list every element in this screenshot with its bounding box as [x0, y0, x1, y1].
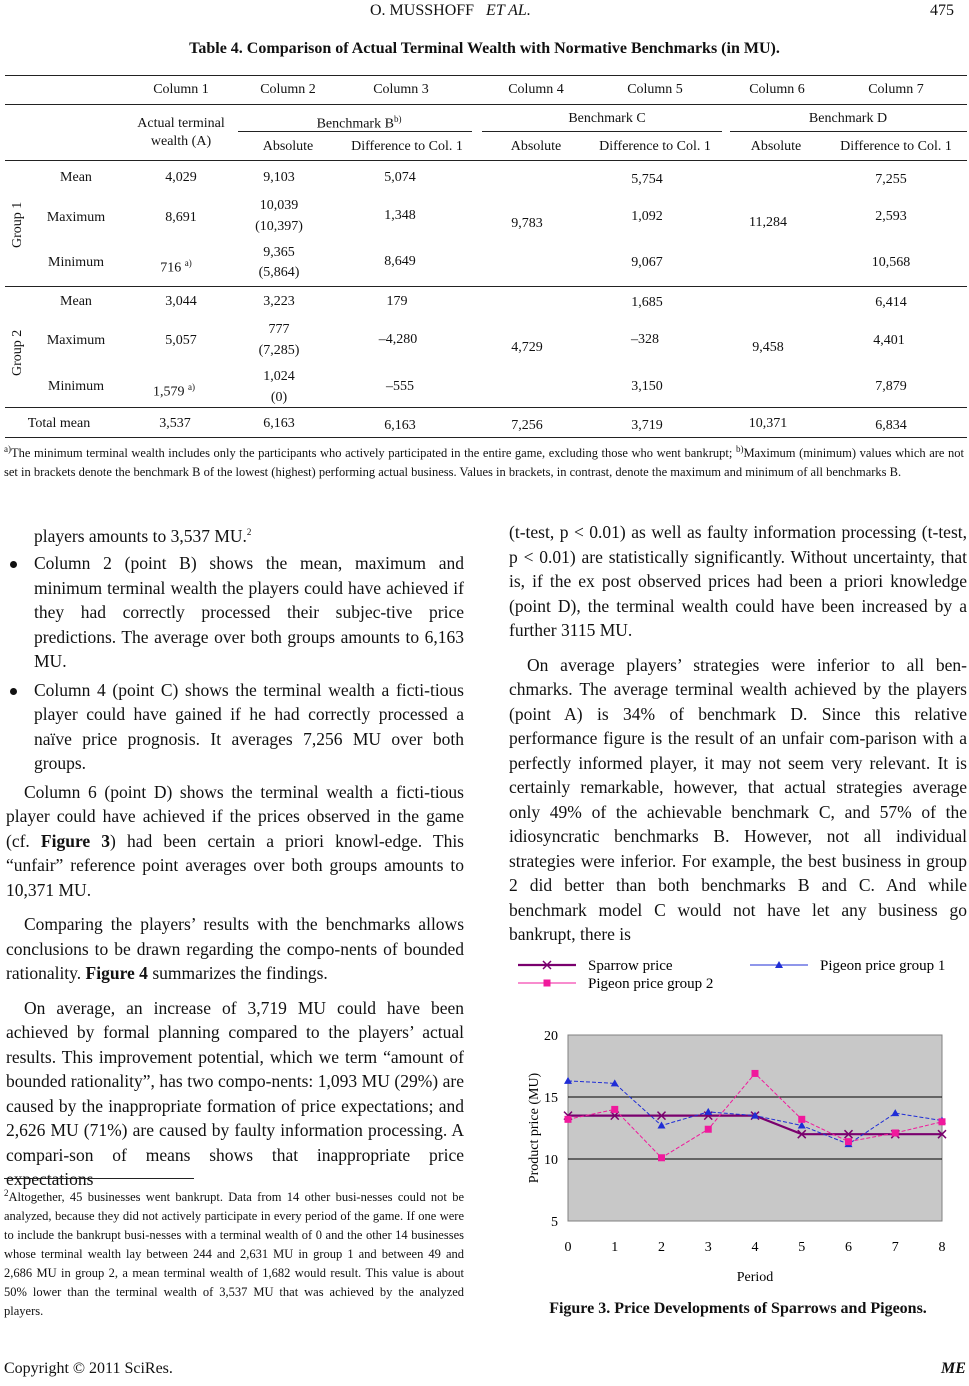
g1-max-c5: 1,092 [631, 209, 663, 224]
col-header-2: Column 2 [260, 82, 316, 97]
g2-mean-c7: 6,414 [875, 295, 907, 310]
data-point [752, 1070, 759, 1077]
group-2-label: Group 2 [10, 329, 25, 376]
table-rule-top [5, 75, 967, 76]
table-rule-5 [5, 407, 967, 408]
y-tick-label: 15 [544, 1091, 558, 1106]
paragraph-ttest: (t-test, p < 0.01) as well as faulty information processing (t-test, p < 0.01) are statistically significantly. Without uncertainty, that is, if the ex post observed prices had been a priori knowledge (point D), the terminal wealth could have been increased by a further 3115 MU. [509, 522, 967, 640]
table-title: Table 4. Comparison of Actual Terminal Wealth with Normative Benchmarks (in MU). [189, 40, 780, 57]
y-tick-label: 5 [551, 1215, 558, 1230]
table-rule-bottom [5, 437, 967, 438]
total-c3: 6,163 [384, 418, 416, 433]
head-diff-d: Difference to Col. 1 [840, 139, 952, 154]
paragraph-strategies: On average players’ strategies were inferior to all ben-chmarks. The average terminal wealth achieved by the players (point A) is 34% of benchmark D. Since this relative performance figure is the result of an unfair com-parison with a perfectly informed player, it may not seem very relevant. It is certainly remarkable, however, that actual strategies average only 49% of the achievable benchmark C, and 57% of the idiosyncratic benchmarks B. However, not all individual strategies were inferior. For example, the best business in group 2 did better than both benchmarks B and C. And while benchmark model C would not have let any business go bankrupt, there is [509, 654, 967, 944]
bullet-item-column-4: Column 4 (point C) shows the terminal wealth a ficti-tious player could have gained if he had correctly processed a naïve price prognosis. It averages 7,256 MU over both groups. [6, 678, 464, 776]
group-1-label: Group 1 [10, 201, 25, 248]
g1-min-label: Minimum [47, 255, 105, 270]
g2-mean-c2: 3,223 [263, 294, 295, 309]
g2-min-c1: 1,579 $^{a)}$ [153, 382, 195, 400]
x-tick-label: 8 [938, 1240, 946, 1255]
y-tick-label: 10 [544, 1153, 558, 1168]
head-benchmark-c: Benchmark C [568, 111, 646, 126]
g2-c6: 9,458 [752, 340, 784, 355]
g2-min-c3: –555 [386, 379, 414, 394]
g2-max-c2a: 777 [268, 322, 290, 337]
left-column [6, 520, 464, 1202]
g1-max-c1: 8,691 [165, 210, 197, 225]
footer-copyright: Copyright © 2011 SciRes. [4, 1360, 173, 1377]
bullet-item-column-2: Column 2 (point B) shows the mean, maximum and minimum terminal wealth the players could have achieved if they had correctly processed their subjec-tive price predictions. The average over both groups amounts to 6,163 MU. [6, 551, 464, 674]
g1-min-c5: 9,067 [631, 255, 663, 270]
head-benchmark-d: Benchmark D [808, 111, 888, 126]
g2-min-c2a: 1,024 [263, 369, 295, 384]
header-etal: ET AL. [486, 2, 531, 19]
head-benchmark-b: Benchmark $B^{b)}$ [316, 114, 402, 132]
total-c7: 6,834 [875, 418, 907, 433]
x-tick-label: 3 [704, 1240, 712, 1255]
g2-mean-label: Mean [60, 294, 92, 309]
footer-journal: ME [941, 1360, 966, 1377]
g2-max-c7: 4,401 [873, 333, 905, 348]
data-point [845, 1138, 852, 1145]
x-tick-label: 7 [891, 1240, 899, 1255]
head-diff-c: Difference to Col. 1 [599, 139, 711, 154]
x-tick-label: 4 [751, 1240, 759, 1255]
g1-c4: 9,783 [511, 216, 543, 231]
data-point [939, 1118, 946, 1125]
benchmark-b-underline [238, 131, 472, 132]
bullet-list [6, 551, 464, 776]
g1-c6: 11,284 [749, 215, 787, 230]
g2-max-c2b: (7,285) [258, 343, 300, 358]
g1-min-c2a: 9,365 [263, 245, 295, 260]
g1-max-c3: 1,348 [384, 208, 416, 223]
g1-mean-c3: 5,074 [384, 170, 416, 185]
g2-max-c1: 5,057 [165, 333, 197, 348]
total-c2: 6,163 [263, 416, 295, 431]
right-column [509, 520, 967, 957]
x-tick-label: 5 [798, 1240, 806, 1255]
g2-c4: 4,729 [511, 340, 543, 355]
x-tick-label: 2 [658, 1240, 665, 1255]
g1-mean-label: Mean [60, 170, 92, 185]
x-tick-label: 0 [564, 1240, 572, 1255]
g2-mean-c3: 179 [386, 294, 408, 309]
x-axis-label: Period [736, 1270, 774, 1285]
g1-max-c2a: 10,039 [259, 198, 299, 213]
legend-label: Sparrow price [588, 958, 673, 974]
legend-label: Pigeon price group 2 [588, 976, 714, 992]
g1-mean-c1: 4,029 [165, 170, 197, 185]
y-axis-label: Product price (MU) [527, 1072, 542, 1184]
y-tick-label: 20 [544, 1029, 558, 1044]
col-header-3: Column 3 [373, 82, 429, 97]
g1-max-c7: 2,593 [875, 209, 907, 224]
price-chart [508, 948, 968, 1304]
g2-min-c7: 7,879 [875, 379, 907, 394]
g1-min-c3: 8,649 [384, 254, 416, 269]
g2-min-c2b: (0) [270, 390, 288, 405]
col-header-7: Column 7 [868, 82, 924, 97]
g1-min-c2b: (5,864) [258, 265, 300, 280]
table-rule-3 [5, 160, 967, 161]
x-tick-label: 6 [845, 1240, 852, 1255]
total-c4: 7,256 [511, 418, 543, 433]
data-point [611, 1106, 618, 1113]
table-rule-4 [5, 286, 967, 287]
head-absolute-c: Absolute [510, 139, 562, 154]
data-point [565, 1116, 572, 1123]
table-rule-2 [5, 104, 967, 105]
footnote-rule [4, 1178, 194, 1179]
benchmark-d-underline [730, 131, 967, 132]
benchmark-c-underline [482, 131, 722, 132]
g1-mean-c7: 7,255 [875, 172, 907, 187]
legend-marker [544, 980, 551, 987]
col-header-4: Column 4 [508, 82, 564, 97]
legend-label: Pigeon price group 1 [820, 958, 946, 974]
x-tick-label: 1 [611, 1240, 619, 1255]
total-label: Total mean [27, 416, 91, 431]
col-header-5: Column 5 [627, 82, 683, 97]
total-c5: 3,719 [631, 418, 663, 433]
data-point [658, 1154, 665, 1161]
paragraph-0: players amounts to 3,537 MU.$^2$ [34, 525, 252, 546]
col-header-1: Column 1 [153, 82, 209, 97]
g2-mean-c1: 3,044 [165, 294, 197, 309]
g1-min-c7: 10,568 [871, 255, 911, 270]
figure-4-ref[interactable]: Figure 4 [85, 963, 148, 984]
data-point [892, 1129, 899, 1136]
paragraph-average-increase: On average, an increase of 3,719 MU could have been achieved by formal planning compared to the players’ actual results. This improvement potential, which we term “amount of bounded rationality”, has two compo-nents: 1,093 MU (29%) are caused by the inappropriate formation of price expectations; and 2,626 MU (71%) are caused by faulty information processing. A compari-son of means shows that inappropriate price expectations [6, 997, 464, 1190]
g1-min-c1: 716 $^{a)}$ [160, 258, 192, 276]
head-diff-b: Difference to Col. 1 [351, 139, 463, 154]
figure-caption: Figure 3. Price Developments of Sparrows and Pigeons. [549, 1300, 927, 1317]
g1-max-c2b: (10,397) [255, 219, 303, 234]
table-note: $^{a)}$The minimum terminal wealth includes only the participants who actively participated in the entire game, excluding those who went bankrupt; $^{b)}$Maximum (minimum) values which are not set in brackets denote the benchmark B of the lowest (highest) performing actual business. Values in brackets, in contrast, denote the maximum and minimum of all benchmarks B. [4, 444, 965, 480]
total-c1: 3,537 [159, 416, 191, 431]
g2-max-label: Maximum [46, 333, 106, 348]
g2-min-label: Minimum [47, 379, 105, 394]
g2-mean-c5: 1,685 [631, 295, 663, 310]
head-absolute-b: Absolute [262, 139, 314, 154]
g2-max-c3: –4,280 [378, 332, 418, 347]
running-header [370, 2, 531, 20]
col-header-6: Column 6 [749, 82, 805, 97]
data-point [705, 1126, 712, 1133]
bullet-icon [10, 561, 17, 568]
head-actual-line1: Actual terminal [137, 116, 225, 131]
paragraph-column-6: Column 6 (point D) shows the terminal wealth a ficti-tious player could have achieved if the prices observed in the game (cf. Figure 3) had been certain a priori knowl-edge. This “unfair” reference point averages over both groups amounts to 10,371 MU. [6, 781, 464, 900]
g1-max-label: Maximum [46, 210, 106, 225]
g1-mean-c2: 9,103 [263, 170, 295, 185]
total-c6: 10,371 [748, 416, 788, 431]
footnote: $^2$Altogether, 45 businesses went bankrupt. Data from 14 other busi-nesses could not be analyzed, because they did not actively participate in every period of the game. If one were to include the bankrupt busi-nesses with a terminal wealth of 0 and the other 14 businesses whose terminal wealth lay between 244 and 2,631 MU in group 1 and between 49 and 2,686 MU in group 2, a mean terminal wealth of 1,682 would result. This value is about 50% lower than the terminal wealth of 3,537 MU that was achieved by the analyzed players. [4, 1188, 464, 1319]
head-absolute-d: Absolute [750, 139, 802, 154]
head-actual-line2: wealth (A) [150, 134, 212, 149]
data-point [798, 1116, 805, 1123]
page-number: 475 [930, 2, 954, 19]
plot-area [568, 1035, 942, 1221]
g2-min-c5: 3,150 [631, 379, 663, 394]
g1-mean-c5: 5,754 [631, 172, 663, 187]
g2-max-c5: –328 [631, 332, 659, 347]
figure-3-ref[interactable]: Figure 3 [40, 830, 111, 851]
bullet-icon [10, 688, 17, 695]
header-authors: O. MUSSHOFF [370, 2, 475, 19]
paragraph-comparing: Comparing the players’ results with the benchmarks allows conclusions to be drawn regarding the compo-nents of bounded rationality. Figure 4 summarizes the findings. [6, 914, 464, 984]
